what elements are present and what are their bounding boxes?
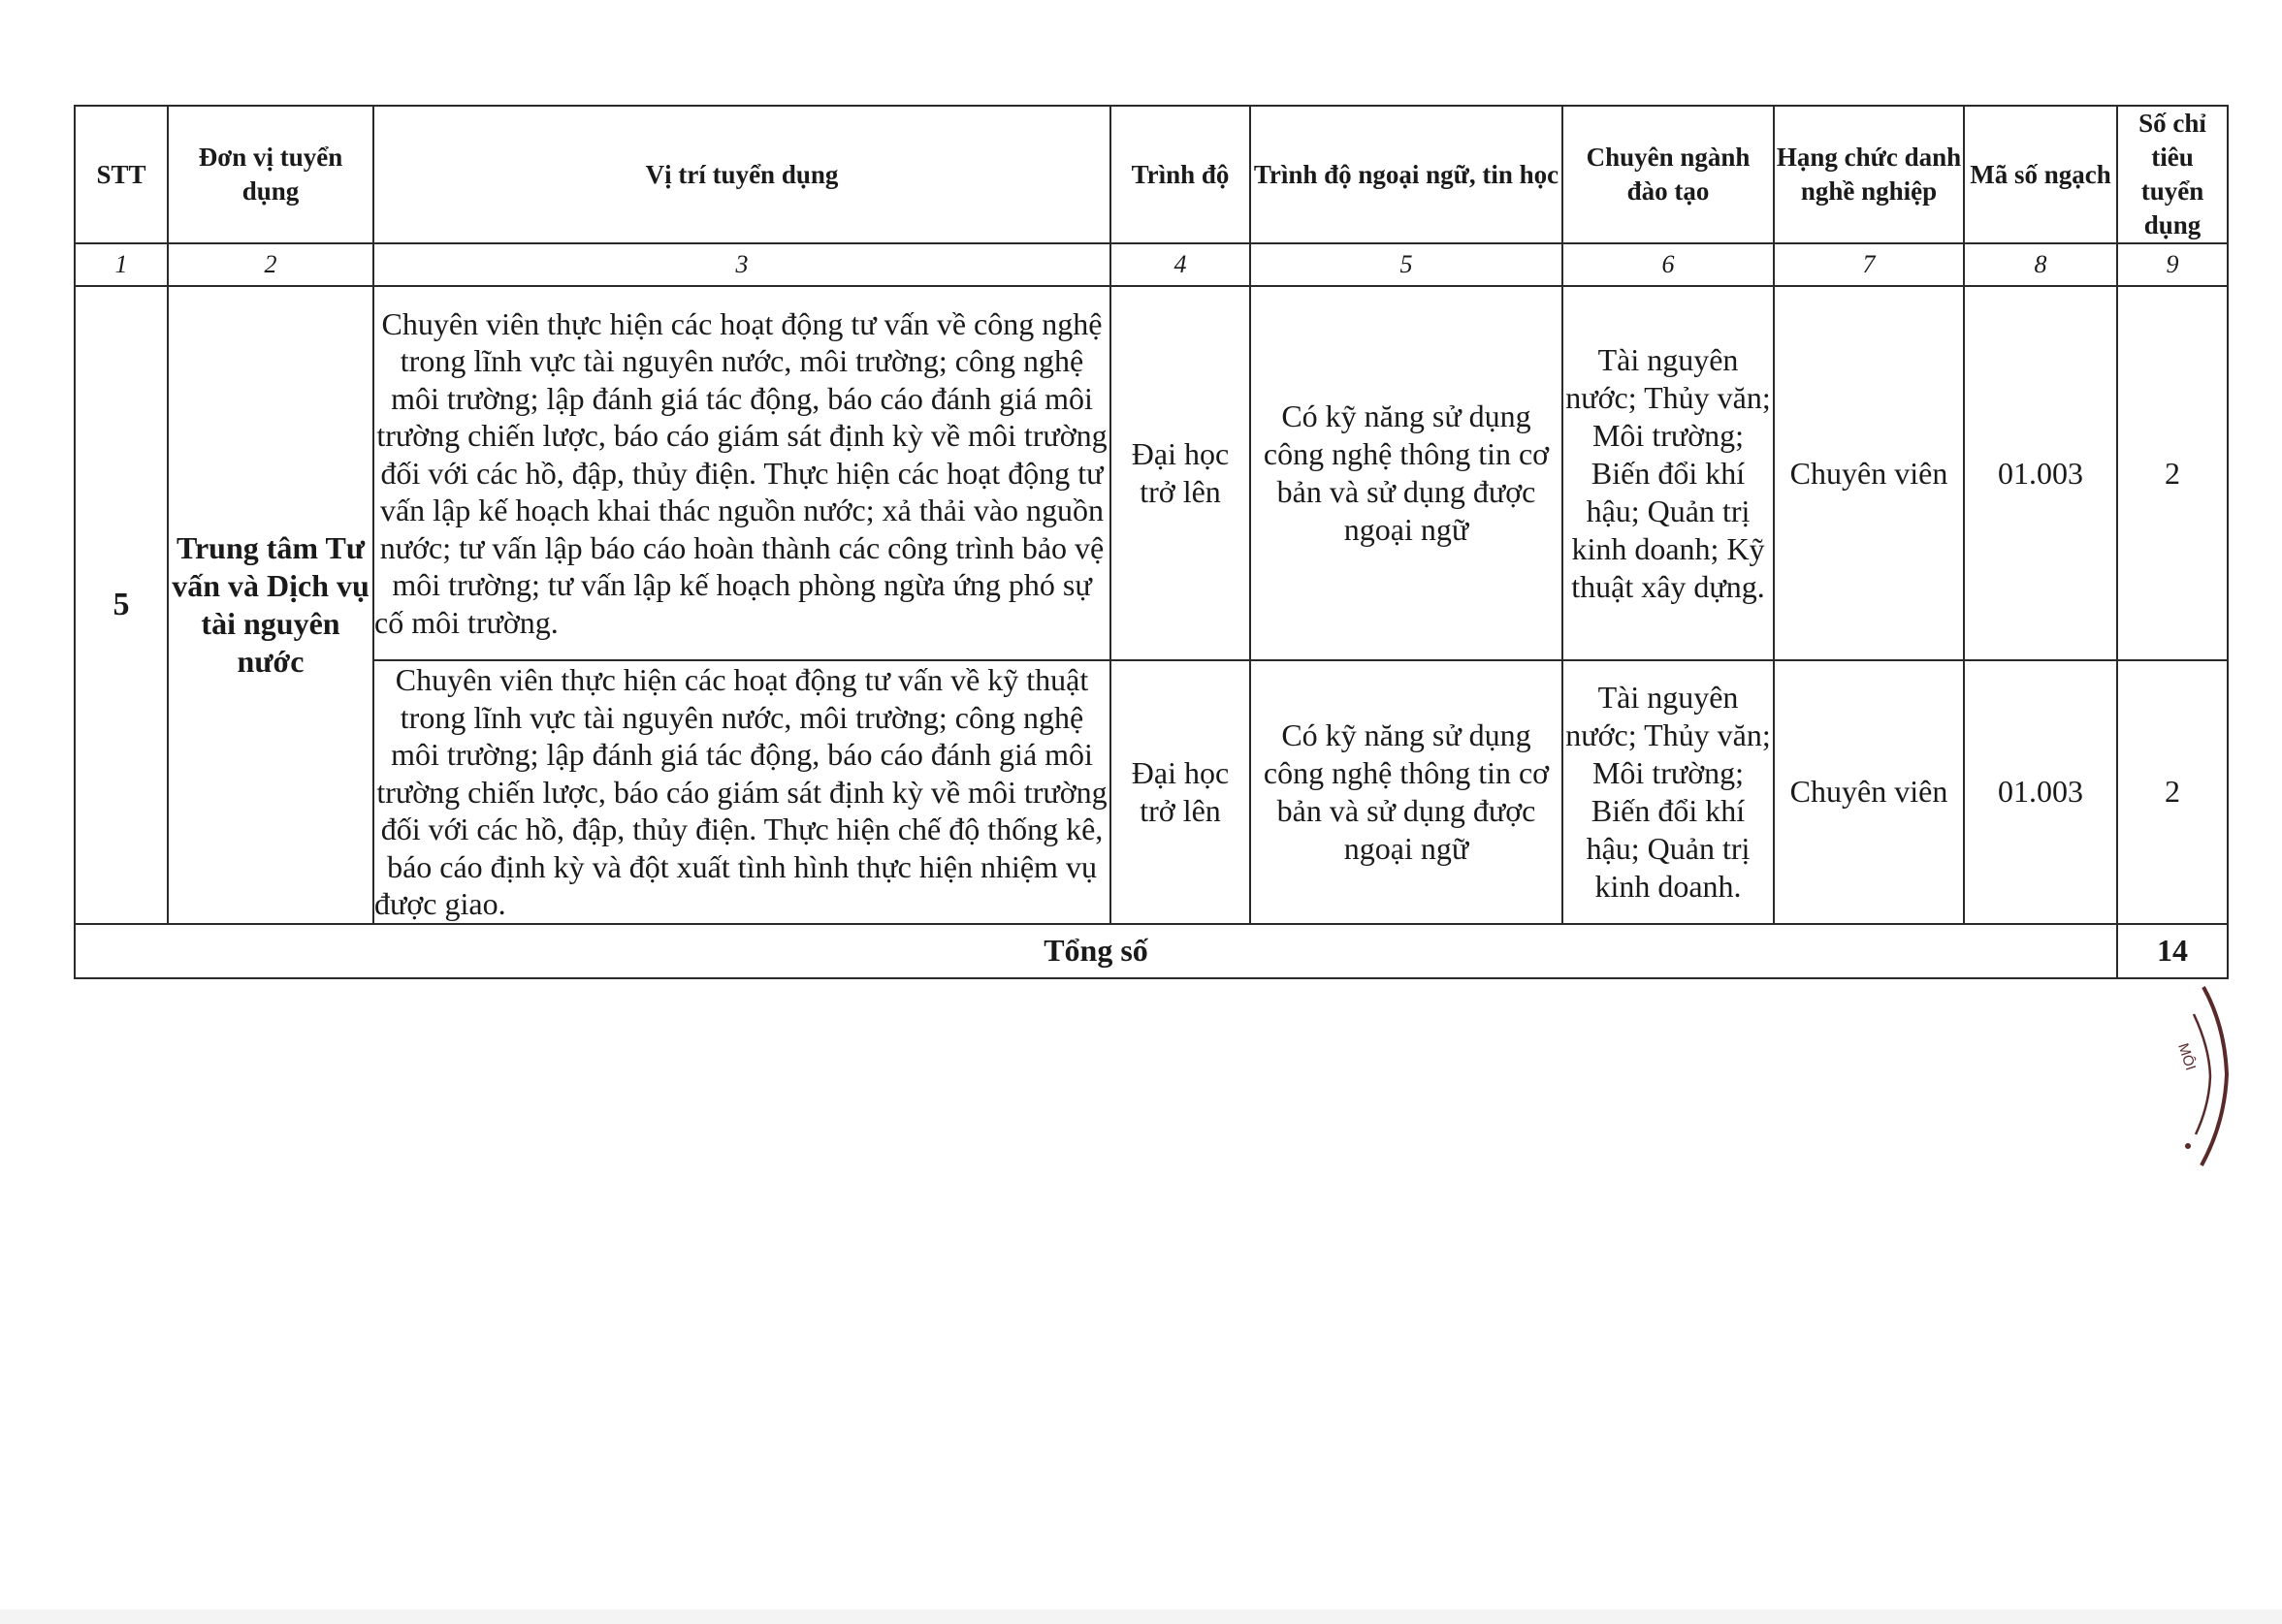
education-level: Đại học trở lên [1110, 286, 1250, 660]
column-number: 8 [1964, 243, 2117, 286]
header-stt: STT [75, 106, 168, 243]
column-number: 7 [1774, 243, 1964, 286]
table-row [75, 286, 2228, 660]
total-row [75, 924, 2228, 978]
column-number: 5 [1250, 243, 1562, 286]
language-it-skills: Có kỹ năng sử dụng công nghệ thông tin cơ bản và sử dụng được ngoại ngữ [1250, 660, 1562, 924]
seal-outer-arc [2202, 987, 2227, 1165]
header-rank: Hạng chức danh nghề nghiệp [1774, 106, 1964, 243]
training-major: Tài nguyên nước; Thủy văn; Môi trường; Biến đổi khí hậu; Quản trị kinh doanh; Kỹ thuật xây dựng. [1562, 286, 1774, 660]
column-number: 4 [1110, 243, 1250, 286]
table-row [75, 660, 2228, 924]
scan-edge [0, 1609, 2282, 1624]
header-position: Vị trí tuyển dụng [373, 106, 1110, 243]
language-it-skills: Có kỹ năng sử dụng công nghệ thông tin cơ bản và sử dụng được ngoại ngữ [1250, 286, 1562, 660]
column-number: 2 [168, 243, 373, 286]
column-number: 3 [373, 243, 1110, 286]
grade-code: 01.003 [1964, 660, 2117, 924]
training-major: Tài nguyên nước; Thủy văn; Môi trường; Biến đổi khí hậu; Quản trị kinh doanh. [1562, 660, 1774, 924]
header-language-it: Trình độ ngoại ngữ, tin học [1250, 106, 1562, 243]
partial-seal-stamp [2165, 979, 2252, 1173]
total-label: Tổng số [75, 924, 2117, 978]
header-code: Mã số ngạch [1964, 106, 2117, 243]
column-number: 1 [75, 243, 168, 286]
header-unit: Đơn vị tuyển dụng [168, 106, 373, 243]
header-level: Trình độ [1110, 106, 1250, 243]
recruitment-table [74, 105, 2229, 979]
professional-rank: Chuyên viên [1774, 286, 1964, 660]
position-description: Chuyên viên thực hiện các hoạt động tư vấn về công nghệ trong lĩnh vực tài nguyên nước, môi trường; công nghệ môi trường; lập đánh giá tác động, báo cáo đánh giá môi trường chiến lược, báo cáo giám sát định kỳ về môi trường đối với các hồ, đập, thủy điện. Thực hiện các hoạt động tư vấn lập kế hoạch khai thác nguồn nước; xả thải vào nguồn nước; tư vấn lập báo cáo hoàn thành các công trình bảo vệ môi trường; tư vấn lập kế hoạch phòng ngừa ứng phó sự cố môi trường. [373, 286, 1110, 660]
column-number: 9 [2117, 243, 2228, 286]
education-level: Đại học trở lên [1110, 660, 1250, 924]
seal-dot [2185, 1143, 2191, 1149]
professional-rank: Chuyên viên [1774, 660, 1964, 924]
row-stt: 5 [75, 286, 168, 924]
recruitment-quota: 2 [2117, 286, 2228, 660]
recruitment-quota: 2 [2117, 660, 2228, 924]
total-value: 14 [2117, 924, 2228, 978]
recruiting-unit: Trung tâm Tư vấn và Dịch vụ tài nguyên nước [168, 286, 373, 924]
header-row [75, 106, 2228, 243]
column-number: 6 [1562, 243, 1774, 286]
position-description: Chuyên viên thực hiện các hoạt động tư vấn về kỹ thuật trong lĩnh vực tài nguyên nước, môi trường; công nghệ môi trường; lập đánh giá tác động, báo cáo đánh giá môi trường chiến lược, báo cáo giám sát định kỳ về môi trường đối với các hồ, đập, thủy điện. Thực hiện chế độ thống kê, báo cáo định kỳ và đột xuất tình hình thực hiện nhiệm vụ được giao. [373, 660, 1110, 924]
seal-inner-arc [2194, 1014, 2210, 1134]
seal-partial-text: MÔI [2174, 1040, 2200, 1073]
header-quota: Số chỉ tiêu tuyển dụng [2117, 106, 2228, 243]
header-major: Chuyên ngành đào tạo [1562, 106, 1774, 243]
grade-code: 01.003 [1964, 286, 2117, 660]
column-number-row [75, 243, 2228, 286]
